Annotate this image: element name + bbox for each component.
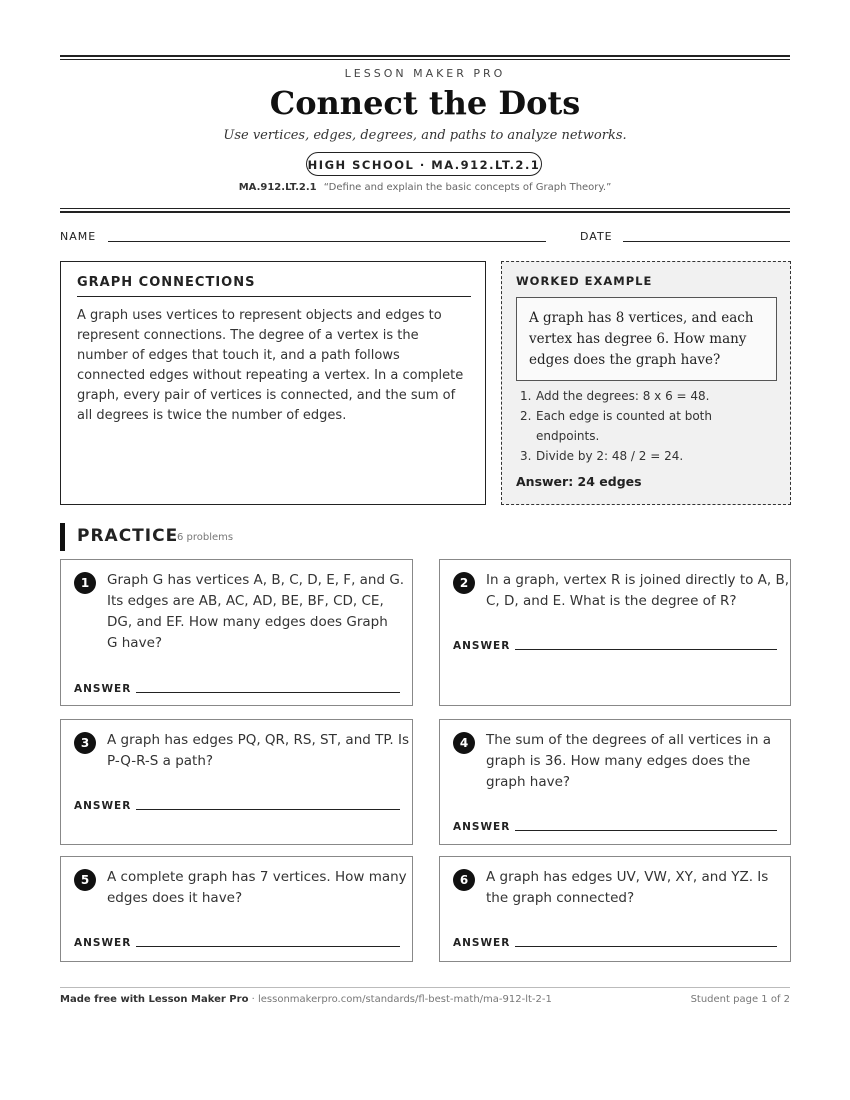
worked-example-answer: Answer: 24 edges xyxy=(516,474,642,489)
answer-label: ANSWER xyxy=(74,800,132,812)
worked-example-steps xyxy=(520,386,770,466)
problem-card-2 xyxy=(439,559,791,706)
worked-example-step: 1. Add the degrees: 8 x 6 = 48. xyxy=(520,389,710,403)
practice-accent-bar xyxy=(60,523,65,551)
practice-title: PRACTICE xyxy=(77,526,179,546)
worked-example-problem: A graph has 8 vertices, and each vertex has degree 6. How many edges does the graph have? xyxy=(516,297,777,381)
answer-field[interactable] xyxy=(136,946,400,947)
footer-made-with: Made free with Lesson Maker Pro xyxy=(60,994,249,1005)
problem-number: 2 xyxy=(453,572,475,594)
answer-field[interactable] xyxy=(136,692,400,693)
problem-number: 6 xyxy=(453,869,475,891)
date-field[interactable] xyxy=(623,241,790,242)
name-label: NAME xyxy=(60,230,97,243)
date-label: DATE xyxy=(580,230,613,243)
header-top-rule xyxy=(60,55,790,57)
footer-url[interactable]: · lessonmakerpro.com/standards/fl-best-math/ma-912-lt-2-1 xyxy=(251,994,552,1005)
problem-card-4 xyxy=(439,719,791,845)
practice-count: 6 problems xyxy=(177,532,234,543)
answer-label: ANSWER xyxy=(453,640,511,652)
answer-field[interactable] xyxy=(515,946,777,947)
answer-field[interactable] xyxy=(136,809,400,810)
problem-card-3 xyxy=(60,719,413,845)
answer-field[interactable] xyxy=(515,830,777,831)
info-heading: GRAPH CONNECTIONS xyxy=(77,275,471,297)
problem-text: The sum of the degrees of all vertices in a graph is 36. How many edges does the graph have? xyxy=(486,732,771,790)
worked-example-step: 2. Each edge is counted at both endpoints. xyxy=(520,409,712,443)
page-subtitle: Use vertices, edges, degrees, and paths to analyze networks. xyxy=(223,128,627,143)
problem-text: A complete graph has 7 vertices. How many edges does it have? xyxy=(107,869,407,906)
problem-text: Graph G has vertices A, B, C, D, E, F, and G. Its edges are AB, AC, AD, BE, BF, CD, CE, DG, and EF. How many edges does Graph G have? xyxy=(107,572,405,651)
page-title: Connect the Dots xyxy=(269,84,581,122)
problem-card-1 xyxy=(60,559,413,706)
problem-text: A graph has edges UV, VW, XY, and YZ. Is the graph connected? xyxy=(486,869,769,906)
problem-number: 4 xyxy=(453,732,475,754)
standard-code: MA.912.LT.2.1 xyxy=(238,182,317,193)
worked-example-heading: WORKED EXAMPLE xyxy=(516,274,653,288)
standard-line xyxy=(0,182,850,193)
info-body: A graph uses vertices to represent objects and edges to represent connections. The degree of a vertex is the number of edges that touch it, and a path follows connected edges without repeating a vertex. In a complete graph, every pair of vertices is connected, and the sum of all degrees is twice the number of edges. xyxy=(77,308,464,423)
answer-label: ANSWER xyxy=(74,683,132,695)
worked-example-box xyxy=(501,261,791,505)
footer-rule xyxy=(60,987,790,988)
name-field[interactable] xyxy=(108,241,546,242)
problem-card-6 xyxy=(439,856,791,962)
footer-credit xyxy=(60,994,552,1005)
grade-standard-badge: HIGH SCHOOL · MA.912.LT.2.1 xyxy=(306,152,542,176)
problem-number: 3 xyxy=(74,732,96,754)
brand-name: LESSON MAKER PRO xyxy=(344,67,506,80)
standard-text: “Define and explain the basic concepts of Graph Theory.” xyxy=(323,182,612,193)
answer-label: ANSWER xyxy=(453,937,511,949)
problem-number: 1 xyxy=(74,572,96,594)
problem-card-5 xyxy=(60,856,413,962)
worked-example-step: 3. Divide by 2: 48 / 2 = 24. xyxy=(520,449,684,463)
problem-text: In a graph, vertex R is joined directly to A, B, C, D, and E. What is the degree of R? xyxy=(486,572,790,609)
header-top-rule-thin xyxy=(60,59,790,60)
answer-label: ANSWER xyxy=(453,821,511,833)
header-bottom-rule xyxy=(60,211,790,213)
footer-page-number: Student page 1 of 2 xyxy=(690,994,790,1005)
header-bottom-rule-thin xyxy=(60,208,790,209)
graph-connections-box xyxy=(60,261,486,505)
problem-text: A graph has edges PQ, QR, RS, ST, and TP. Is P-Q-R-S a path? xyxy=(107,732,410,769)
answer-field[interactable] xyxy=(515,649,777,650)
problem-number: 5 xyxy=(74,869,96,891)
answer-label: ANSWER xyxy=(74,937,132,949)
